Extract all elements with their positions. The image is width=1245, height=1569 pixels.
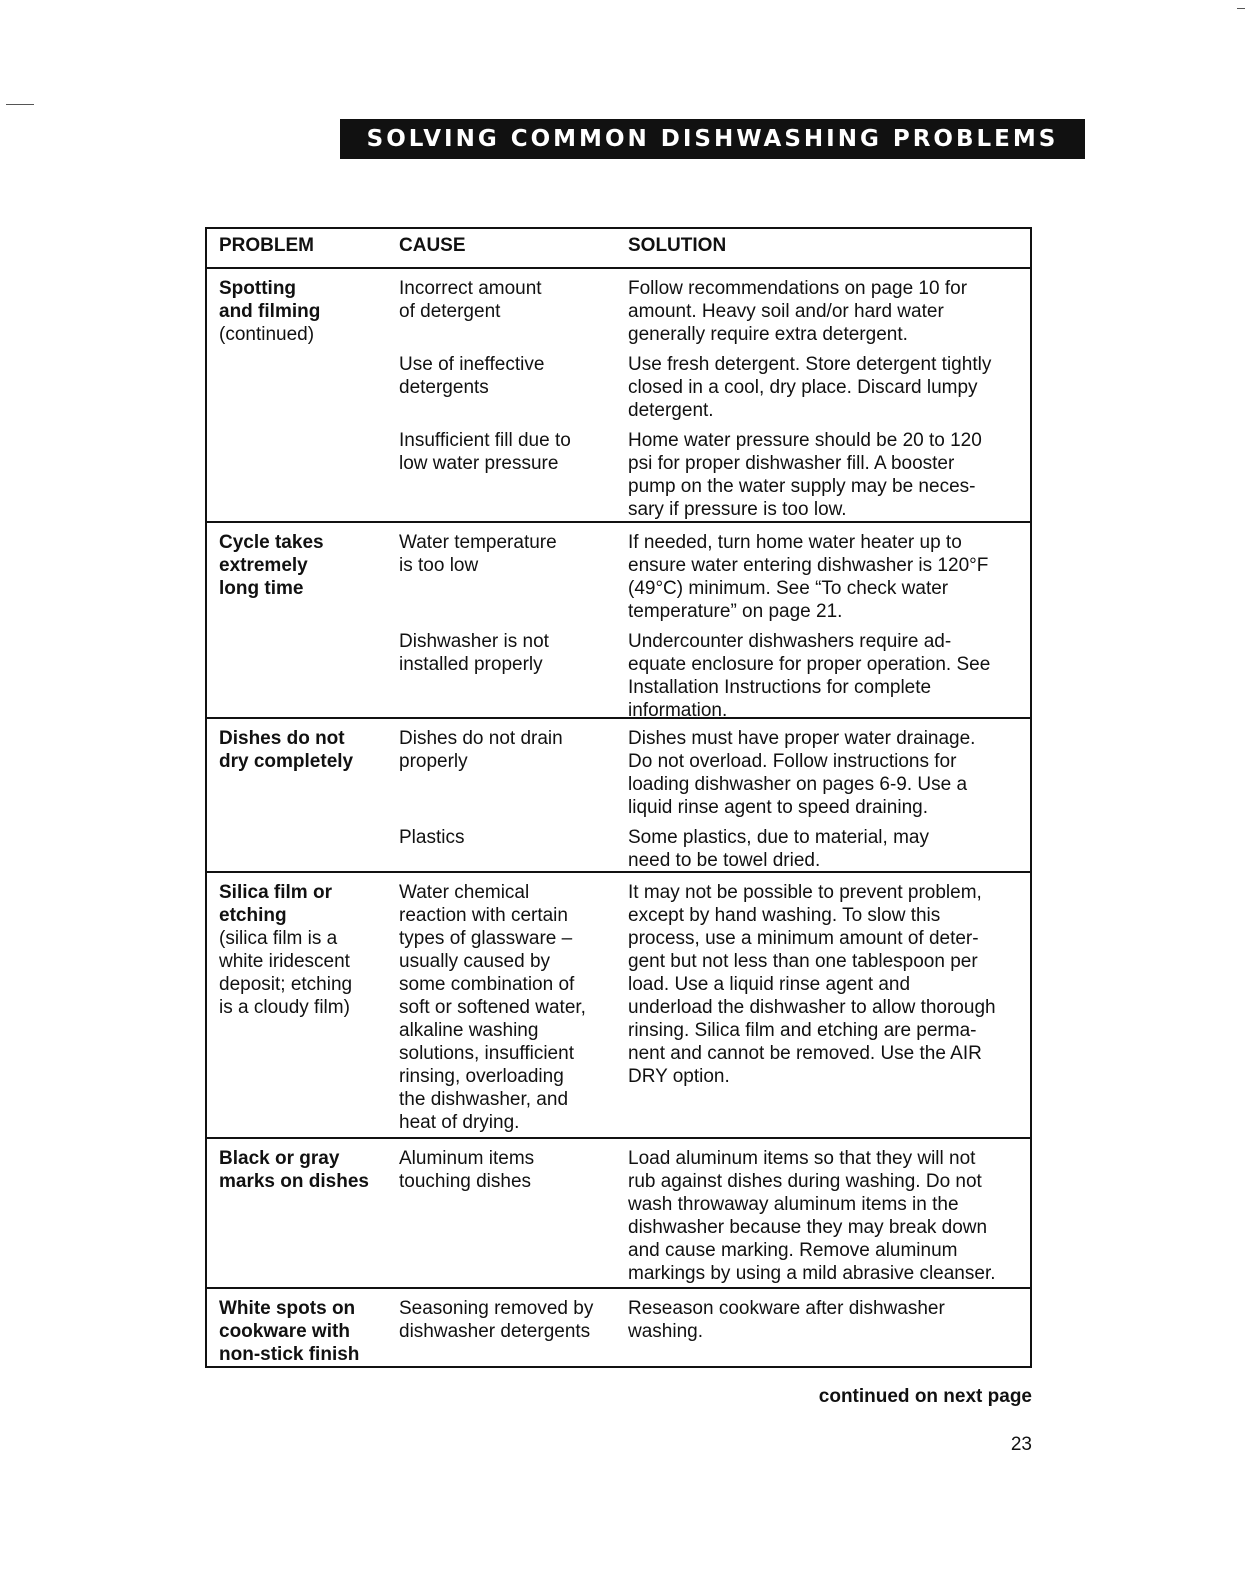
cause-line: some combination of	[399, 974, 575, 995]
solution-cell	[628, 1147, 1028, 1285]
cause-line: low water pressure	[399, 453, 559, 474]
cause-line: Water temperature	[399, 532, 557, 553]
solution-cell	[628, 531, 1028, 623]
solution-line: amount. Heavy soil and/or hard water	[628, 301, 944, 322]
solution-line: Some plastics, due to material, may	[628, 827, 929, 848]
solution-line: Use fresh detergent. Store detergent tightly	[628, 354, 992, 375]
problem-note	[219, 323, 394, 346]
solution-cell	[628, 881, 1028, 1088]
table-row	[207, 1139, 1030, 1289]
problem-title	[219, 531, 394, 600]
problem-title-line: marks on dishes	[219, 1171, 369, 1192]
cause-line: alkaline washing	[399, 1020, 539, 1041]
problem-title-line: and filming	[219, 301, 321, 322]
cause-cell	[399, 727, 624, 773]
cause-cell	[399, 826, 624, 849]
cause-line: Seasoning removed by	[399, 1298, 594, 1319]
cause-line: Incorrect amount	[399, 278, 542, 299]
troubleshooting-table	[205, 227, 1032, 1368]
cause-cell	[399, 277, 624, 323]
solution-cell	[628, 1297, 1028, 1343]
solution-line: Home water pressure should be 20 to 120	[628, 430, 982, 451]
solution-line: and cause marking. Remove aluminum	[628, 1240, 958, 1261]
cause-cell	[399, 353, 624, 399]
solution-line: It may not be possible to prevent problem,	[628, 882, 982, 903]
table-row	[207, 1289, 1030, 1368]
solution-line: Undercounter dishwashers require ad-	[628, 631, 952, 652]
solution-line: generally require extra detergent.	[628, 324, 908, 345]
cause-line: Water chemical	[399, 882, 530, 903]
table-row	[207, 719, 1030, 873]
solution-line: dishwasher because they may break down	[628, 1217, 988, 1238]
solution-line: pump on the water supply may be neces-	[628, 476, 976, 497]
page-number: 23	[1010, 1434, 1032, 1455]
cause-line: soft or softened water,	[399, 997, 586, 1018]
cause-cell	[399, 630, 624, 676]
problem-title-line: White spots on	[219, 1298, 356, 1319]
scan-mark	[1237, 8, 1245, 9]
problem-note-line: white iridescent	[219, 951, 350, 972]
solution-line: load. Use a liquid rinse agent and	[628, 974, 911, 995]
cause-line: is too low	[399, 555, 479, 576]
cause-line: of detergent	[399, 301, 501, 322]
solution-line: gent but not less than one tablespoon per	[628, 951, 978, 972]
solution-line: Installation Instructions for complete	[628, 677, 932, 698]
solution-line: Do not overload. Follow instructions for	[628, 751, 957, 772]
cause-line: the dishwasher, and	[399, 1089, 569, 1110]
problem-title	[219, 1297, 394, 1366]
solution-cell	[628, 277, 1028, 346]
problem-note-line: is a cloudy film)	[219, 997, 350, 1018]
solution-line: information.	[628, 700, 728, 721]
solution-cell	[628, 826, 1028, 872]
table-header-row	[207, 229, 1030, 269]
cause-line: Aluminum items	[399, 1148, 535, 1169]
solution-line: (49°C) minimum. See “To check water	[628, 578, 949, 599]
problem-cell	[219, 1147, 394, 1193]
problem-cell	[219, 531, 394, 600]
solution-line: temperature” on page 21.	[628, 601, 843, 622]
cause-line: Plastics	[399, 827, 465, 848]
cause-line: detergents	[399, 377, 489, 398]
solution-line: underload the dishwasher to allow thorough	[628, 997, 996, 1018]
cause-line: Dishwasher is not	[399, 631, 549, 652]
cause-line: usually caused by	[399, 951, 551, 972]
solution-line: If needed, turn home water heater up to	[628, 532, 962, 553]
cause-line: rinsing, overloading	[399, 1066, 564, 1087]
table-row	[207, 873, 1030, 1139]
problem-title	[219, 1147, 394, 1193]
column-header-cause: CAUSE	[399, 235, 466, 256]
solution-cell	[628, 727, 1028, 819]
solution-line: sary if pressure is too low.	[628, 499, 847, 520]
solution-line: wash throwaway aluminum items in the	[628, 1194, 959, 1215]
solution-line: need to be towel dried.	[628, 850, 821, 871]
problem-title-line: Cycle takes	[219, 532, 324, 553]
solution-line: rinsing. Silica film and etching are perma-	[628, 1020, 977, 1041]
problem-cell	[219, 881, 394, 1019]
solution-cell	[628, 630, 1028, 722]
cause-cell	[399, 1297, 624, 1343]
cause-line: types of glassware –	[399, 928, 573, 949]
problem-title-line: non-stick finish	[219, 1344, 360, 1365]
problem-cell	[219, 727, 394, 773]
problem-note-line: deposit; etching	[219, 974, 353, 995]
problem-title-line: Silica film or	[219, 882, 332, 903]
solution-line: equate enclosure for proper operation. See	[628, 654, 991, 675]
cause-cell	[399, 881, 624, 1134]
solution-line: washing.	[628, 1321, 703, 1342]
cause-line: properly	[399, 751, 468, 772]
cause-line: installed properly	[399, 654, 543, 675]
problem-note-line: (continued)	[219, 324, 315, 345]
problem-note-line: (silica film is a	[219, 928, 338, 949]
problem-title-line: dry completely	[219, 751, 354, 772]
solution-cell	[628, 429, 1028, 521]
column-header-problem: PROBLEM	[219, 235, 314, 256]
solution-line: process, use a minimum amount of deter-	[628, 928, 979, 949]
cause-line: reaction with certain	[399, 905, 568, 926]
problem-note	[219, 927, 394, 1019]
problem-title-line: etching	[219, 905, 287, 926]
problem-title	[219, 727, 394, 773]
problem-title-line: cookware with	[219, 1321, 350, 1342]
cause-line: heat of drying.	[399, 1112, 520, 1133]
solution-line: markings by using a mild abrasive cleanser.	[628, 1263, 996, 1284]
scan-mark	[6, 104, 34, 105]
solution-line: nent and cannot be removed. Use the AIR	[628, 1043, 982, 1064]
problem-title-line: Black or gray	[219, 1148, 340, 1169]
problem-title	[219, 277, 394, 323]
problem-title-line: extremely	[219, 555, 308, 576]
cause-line: Insufficient fill due to	[399, 430, 571, 451]
solution-line: closed in a cool, dry place. Discard lumpy	[628, 377, 978, 398]
problem-title-line: long time	[219, 578, 304, 599]
problem-title-line: Dishes do not	[219, 728, 345, 749]
problem-cell	[219, 277, 394, 346]
problem-cell	[219, 1297, 394, 1366]
table-row	[207, 523, 1030, 719]
solution-line: psi for proper dishwasher fill. A booster	[628, 453, 955, 474]
cause-cell	[399, 429, 624, 475]
solution-line: Reseason cookware after dishwasher	[628, 1298, 945, 1319]
cause-line: dishwasher detergents	[399, 1321, 591, 1342]
solution-line: loading dishwasher on pages 6-9. Use a	[628, 774, 968, 795]
cause-line: touching dishes	[399, 1171, 532, 1192]
solution-line: Follow recommendations on page 10 for	[628, 278, 968, 299]
continued-note: continued on next page	[818, 1386, 1032, 1407]
solution-line: liquid rinse agent to speed draining.	[628, 797, 928, 818]
solution-line: detergent.	[628, 400, 714, 421]
cause-cell	[399, 1147, 624, 1193]
solution-line: Dishes must have proper water drainage.	[628, 728, 976, 749]
table-row	[207, 269, 1030, 523]
solution-line: Load aluminum items so that they will not	[628, 1148, 976, 1169]
solution-line: DRY option.	[628, 1066, 730, 1087]
solution-line: ensure water entering dishwasher is 120°F	[628, 555, 989, 576]
cause-line: Dishes do not drain	[399, 728, 563, 749]
cause-line: solutions, insufficient	[399, 1043, 574, 1064]
column-header-solution: SOLUTION	[628, 235, 727, 256]
section-title-bar: SOLVING COMMON DISHWASHING PROBLEMS	[340, 119, 1085, 159]
solution-line: except by hand washing. To slow this	[628, 905, 941, 926]
cause-cell	[399, 531, 624, 577]
cause-line: Use of ineffective	[399, 354, 545, 375]
solution-line: rub against dishes during washing. Do not	[628, 1171, 982, 1192]
problem-title-line: Spotting	[219, 278, 297, 299]
problem-title	[219, 881, 394, 927]
solution-cell	[628, 353, 1028, 422]
